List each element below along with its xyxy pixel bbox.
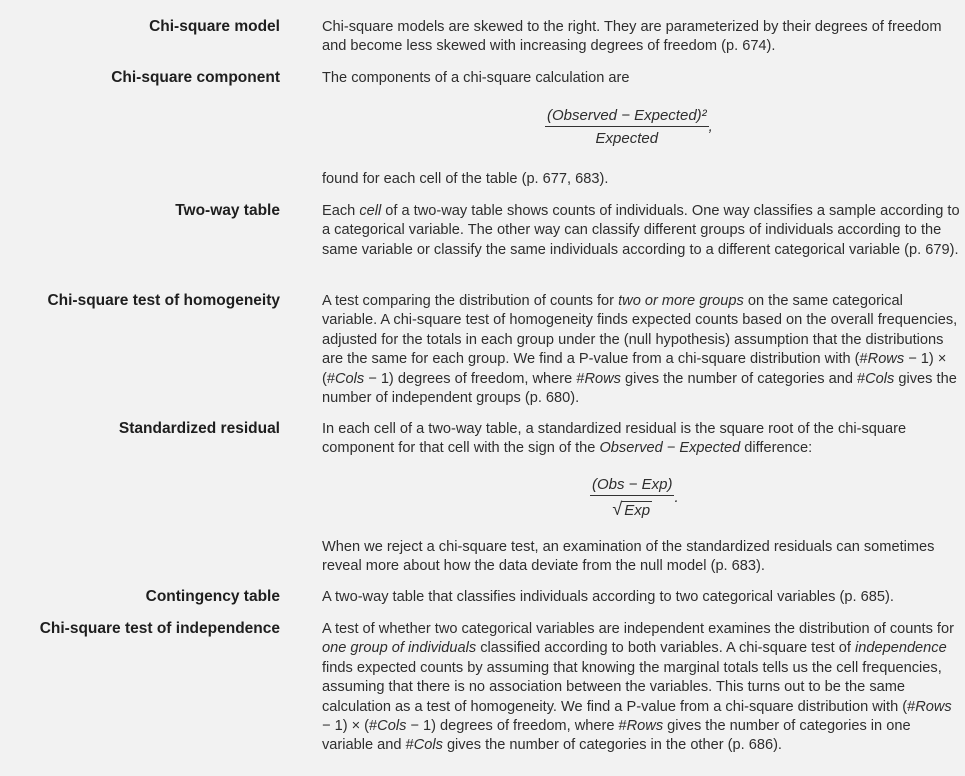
- term-label: Contingency table: [145, 588, 280, 605]
- definition-paragraph: In each cell of a two-way table, a standardized residual is the square root of the chi-square component for that cell with the sign of the Observed − Expected difference:: [322, 421, 907, 457]
- term-label: Chi-square test of independence: [39, 620, 280, 637]
- term-label: Chi-square model: [149, 18, 280, 35]
- formula-numerator: (Obs − Exp): [590, 476, 674, 496]
- term-label: Standardized residual: [118, 420, 280, 437]
- definition-text: [322, 420, 962, 459]
- term-label: Chi-square component: [111, 69, 280, 86]
- definition-after-paragraph: When we reject a chi-square test, an examination of the standardized residuals can sometimes reveal more about how the data deviate from the null model (p. 683).: [322, 539, 935, 575]
- term-label: Chi-square test of homogeneity: [47, 292, 280, 309]
- definition-paragraph: A two-way table that classifies individuals according to two categorical variables (p. 685).: [322, 589, 894, 605]
- definition-text: [322, 620, 962, 756]
- definition-text: [322, 69, 962, 88]
- standardized-residual-formula: [590, 476, 679, 520]
- definition-text: [322, 292, 962, 408]
- formula-denominator: Exp: [624, 502, 651, 519]
- definition-after-text: [322, 538, 962, 577]
- sqrt-icon: √: [612, 499, 623, 519]
- formula-denominator: Expected: [595, 130, 659, 147]
- definition-text: [322, 202, 962, 260]
- term-label: Two-way table: [175, 202, 280, 219]
- formula-denominator-wrap: [590, 496, 674, 520]
- definition-paragraph: A test comparing the distribution of counts for two or more groups on the same categorical variable. A chi-square test of homogeneity finds expected counts based on the overall frequencies, adjusted for the totals in each group under the (null hypothesis) assumption that the distributions are the same for each group. We find a P-value from a chi-square distribution with (#Rows − 1) × (#Cols − 1) degrees of freedom, where #Rows gives the number of categories and #Cols gives the number of independent groups (p. 680).: [322, 293, 958, 407]
- definition-after-paragraph: found for each cell of the table (p. 677, 683).: [322, 171, 609, 187]
- definition-paragraph: Each cell of a two-way table shows counts of individuals. One way classifies a sample according to a categorical variable. The other way can classify different groups of individuals according to the same variable or classify the same individuals according to a different categorical variable (p. 679).: [322, 203, 960, 258]
- formula-punct: .: [674, 488, 679, 506]
- definition-after-text: [322, 170, 962, 189]
- chi-square-component-formula: [545, 107, 713, 147]
- definition-intro: The components of a chi-square calculation are: [322, 70, 630, 86]
- formula-numerator: (Observed − Expected)²: [545, 107, 709, 127]
- definition-paragraph: Chi-square models are skewed to the right. They are parameterized by their degrees of freedom and become less skewed with increasing degrees of freedom (p. 674).: [322, 19, 942, 55]
- definition-text: [322, 588, 962, 607]
- definition-text: [322, 18, 962, 57]
- formula-punct: ,: [708, 117, 713, 135]
- definition-paragraph: A test of whether two categorical variables are independent examines the distribution of counts for one group of individuals classified according to both variables. A chi-square test of independence finds expected counts by assuming that knowing the marginal totals tells us the cell frequencies, assuming that there is no association between the variables. This turns out to be the same calculation as a test of homogeneity. We find a P-value from a chi-square distribution with (#Rows − 1) × (#Cols − 1) degrees of freedom, where #Rows gives the number of categories in one variable and #Cols gives the number of categories in the other (p. 686).: [322, 621, 954, 754]
